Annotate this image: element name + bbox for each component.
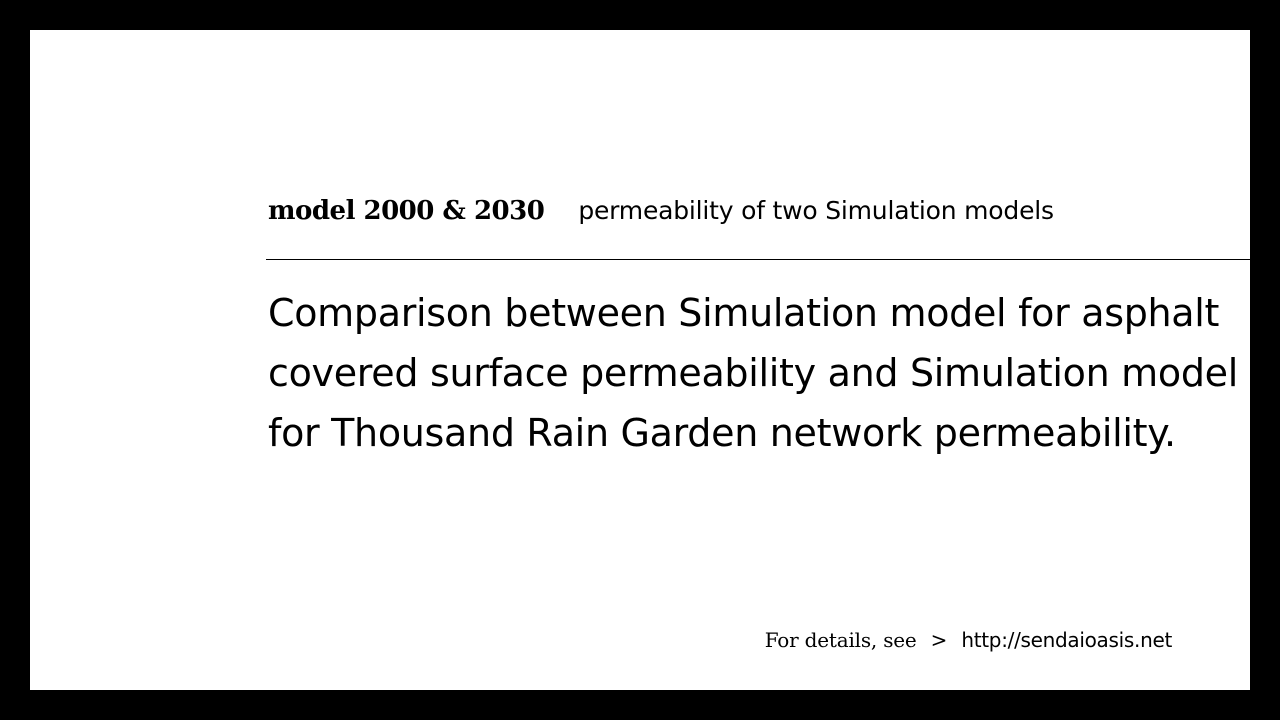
footer [765, 628, 1172, 652]
footer-link[interactable]: http://sendaioasis.net [961, 628, 1172, 652]
slide-header [268, 196, 1054, 226]
header-divider [266, 259, 1250, 260]
header-subtitle: permeability of two Simulation models [578, 196, 1054, 225]
body-line: covered surface permeability and Simulation model [268, 351, 1238, 395]
body-line: Comparison between Simulation model for asphalt [268, 291, 1220, 335]
slide [30, 30, 1250, 690]
body-paragraph [268, 283, 1238, 463]
footer-arrow: > [930, 628, 948, 652]
body-line: for Thousand Rain Garden network permeability. [268, 411, 1176, 455]
header-title: model 2000 & 2030 [268, 196, 545, 226]
footer-label: For details, see [764, 628, 917, 652]
